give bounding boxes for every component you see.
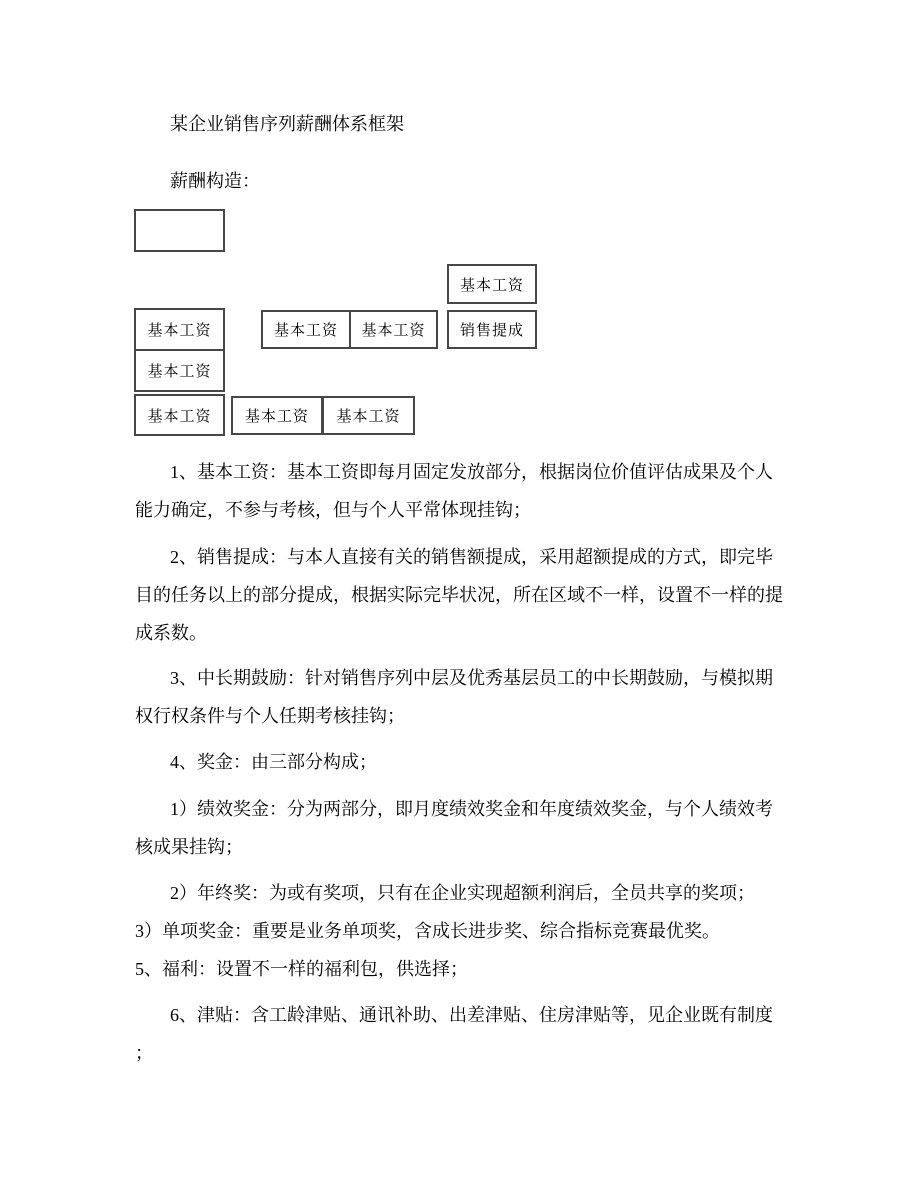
paragraph-line: 2）年终奖：为或有奖项，只有在企业实现超额利润后，全员共享的奖项； (170, 883, 755, 903)
paragraph-line: 目的任务以上的部分提成，根据实际完毕状况，所在区域不一样，设置不一样的提 (135, 585, 783, 605)
paragraph-line: 核成果挂钩； (135, 837, 243, 857)
diagram-box-basic-salary (231, 396, 323, 435)
diagram-box-basic-salary (322, 396, 415, 435)
diagram-box-label: 基本工资 (147, 364, 212, 380)
paragraph-bonus (135, 743, 795, 781)
diagram-box-label: 基本工资 (361, 323, 426, 339)
paragraph-allowance (135, 996, 795, 1072)
diagram-box-label: 基本工资 (147, 408, 212, 425)
diagram-box-label: 基本工资 (147, 323, 212, 339)
diagram-box-basic-salary (447, 264, 537, 304)
diagram-box-basic-salary (261, 310, 351, 349)
paragraph-line: 1）绩效奖金：分为两部分，即月度绩效奖金和年度绩效奖金，与个人绩效考 (170, 799, 773, 819)
paragraph-line: 1、基本工资：基本工资即每月固定发放部分，根据岗位价值评估成果及个人 (170, 462, 773, 482)
diagram-box-label: 基本工资 (459, 277, 524, 294)
diagram-box-label: 基本工资 (273, 323, 338, 339)
paragraph-performance-bonus (135, 790, 795, 866)
diagram-box-label: 基本工资 (336, 409, 401, 425)
paragraph-sales-commission (135, 538, 795, 652)
paragraph-line: 6、津贴：含工龄津贴、通讯补助、出差津贴、住房津贴等，见企业既有制度 (170, 1005, 773, 1025)
paragraph-line: 3）单项奖金：重要是业务单项奖，含成长进步奖、综合指标竞赛最优奖。 (135, 921, 720, 941)
diagram-box-basic-salary (134, 394, 225, 436)
document-title: 某企业销售序列薪酬体系框架 (170, 114, 404, 134)
paragraph-line: 成系数。 (135, 623, 207, 643)
paragraph-long-term-incentive (135, 659, 795, 735)
paragraph-year-end-bonus (135, 874, 795, 988)
paragraph-line: 能力确定，不参与考核，但与个人平常体现挂钩； (135, 500, 531, 520)
section-label-salary-structure: 薪酬构造： (170, 171, 260, 191)
paragraph-line: 权行权条件与个人任期考核挂钩； (135, 706, 405, 726)
diagram-box-empty (134, 209, 225, 252)
paragraph-basic-salary (135, 453, 795, 529)
diagram-box-label: 基本工资 (244, 409, 309, 425)
diagram-box-label: 销售提成 (459, 323, 524, 339)
paragraph-line: ； (135, 1043, 153, 1063)
paragraph-line: 5、福利：设置不一样的福利包，供选择； (135, 959, 468, 979)
diagram-box-basic-salary (134, 308, 225, 351)
diagram-box-basic-salary (134, 349, 225, 392)
paragraph-line: 3、中长期鼓励：针对销售序列中层及优秀基层员工的中长期鼓励，与模拟期 (170, 668, 773, 688)
diagram-box-basic-salary (349, 310, 438, 349)
paragraph-line: 4、奖金：由三部分构成； (170, 752, 377, 772)
paragraph-line: 2、销售提成：与本人直接有关的销售额提成，采用超额提成的方式，即完毕 (170, 547, 773, 567)
diagram-box-sales-commission (447, 310, 537, 349)
